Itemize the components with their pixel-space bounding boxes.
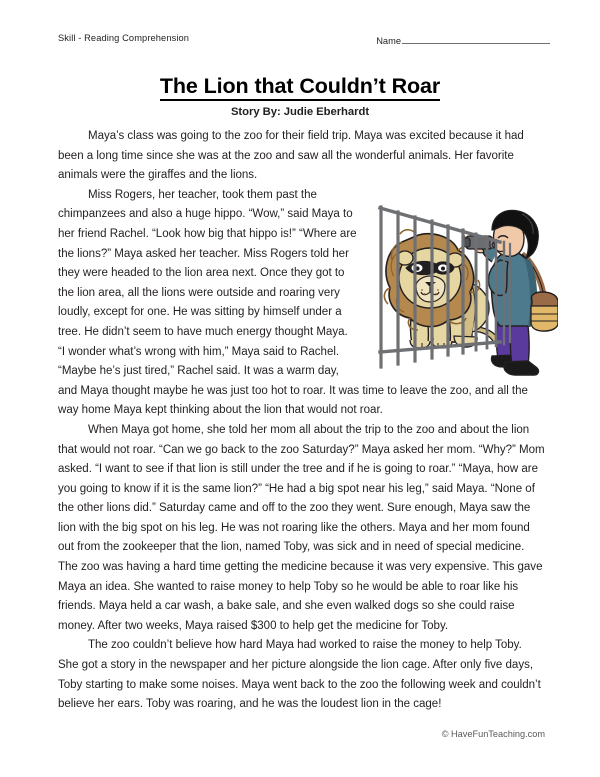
- name-input-line[interactable]: [402, 33, 550, 44]
- footer-copyright: © HaveFunTeaching.com: [441, 729, 545, 739]
- skill-label: Skill - Reading Comprehension: [58, 33, 190, 43]
- title-block: [0, 74, 600, 118]
- worksheet-header: [58, 33, 550, 51]
- story-paragraph-4: The zoo couldn’t believe how hard Maya had worked to raise the money to help Toby. She got a story in the newspaper and her picture alongside the lion cage. After only five days, Toby starting to make some noises. Maya went back to the zoo the following week and couldn’t believe her ears. Toby was roaring, and he was the loudest lion in the cage!: [58, 639, 541, 711]
- story-paragraph-2-text: Miss Rogers, her teacher, took them past the chimpanzees and also a huge hippo. “Wow,” said Maya to her friend Rachel. “Look how big that hippo is!” “Where are the lions?” Maya asked her teacher. Miss Rogers told her they were headed to the lion area next. Once they got to the lion area, all the lions were outside and roaring very loudly, except for one. He was sitting by himself under a tree. He didn’t seem to have much energy thought Maya. “I wonder what’s wrong with him,” Maya said to Rachel. “Maybe he’s just tired,” Rachel said. It was a warm day, and Maya thought maybe he was just too hot to roar. It was time to leave the zoo, and all the way home Maya kept thinking about the lion that would not roar.: [58, 188, 528, 417]
- story-paragraph-1: Maya’s class was going to the zoo for their field trip. Maya was excited because it had been a long time since she was at the zoo and saw all the wonderful animals. Her favorite animals were the giraffes and the lions.: [58, 130, 524, 182]
- name-label: Name: [376, 36, 401, 46]
- lion-cage-illustration: [372, 202, 558, 384]
- page-title: The Lion that Couldn’t Roar: [160, 74, 440, 101]
- name-field-group: [376, 33, 550, 46]
- story-byline: Story By: Judie Eberhardt: [230, 106, 370, 119]
- story-paragraph-3: When Maya got home, she told her mom all about the trip to the zoo and about the lion that would not roar. “Can we go back to the zoo Saturday?” Maya asked her mom. “Why?” Mom asked. “I want to see if that lion is still under the tree and if he is going to roar.” “Maya, how are you going to know if it is the same lion?” “He had a big spot near his leg,” said Maya. “None of the other lions did.” Saturday came and off to the zoo they went. Sure enough, Maya saw the lion with the big spot on his leg. He was not roaring like the others. Maya and her mom found out from the zookeeper that the lion, named Toby, was sick and in need of special medicine. The zoo was having a hard time getting the medicine because it was very expensive. This gave Maya an idea. She wanted to raise money to help Toby so he would be able to roar like his friends. Maya held a car wash, a bake sale, and she even walked dogs so she could raise money. After two weeks, Maya raised $300 to help get the medicine for Toby.: [58, 423, 545, 632]
